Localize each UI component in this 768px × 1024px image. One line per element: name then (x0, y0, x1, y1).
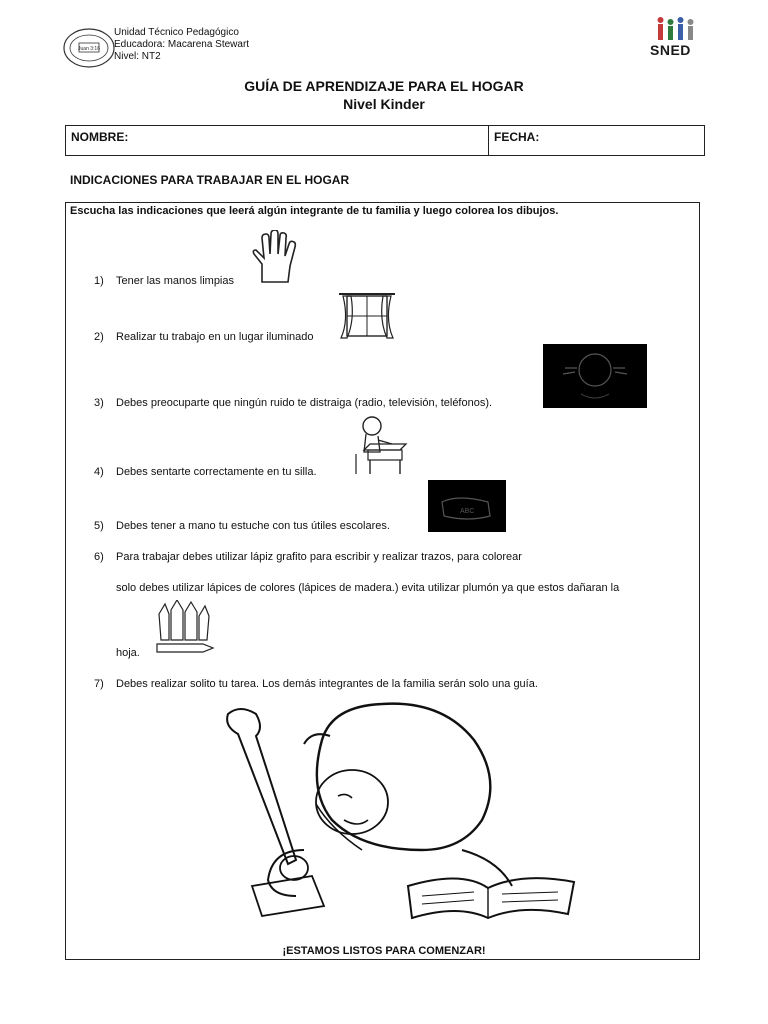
item-number: 4) (94, 466, 104, 478)
name-label: NOMBRE: (71, 130, 129, 144)
header-level: Nivel: NT2 (114, 51, 161, 62)
item-number: 6) (94, 551, 104, 563)
item-text: Debes sentarte correctamente en tu silla. (116, 466, 317, 478)
header-teacher: Educadora: Macarena Stewart (114, 39, 250, 50)
item-number: 7) (94, 678, 104, 690)
child-at-desk-icon (350, 414, 418, 481)
hand-icon (248, 230, 300, 291)
item-text: Tener las manos limpias (116, 275, 234, 287)
boy-writing-icon (212, 700, 578, 937)
name-date-box (65, 125, 705, 156)
item-number: 5) (94, 520, 104, 532)
svg-text:ABC: ABC (460, 508, 475, 515)
colored-pencils-icon (155, 600, 215, 661)
item-6-end: hoja. (116, 647, 140, 659)
school-logo (62, 26, 116, 70)
item-6-continuation: solo debes utilizar lápices de colores (lápices de madera.) evita utilizar plumón ya que estos dañaran la (116, 582, 620, 594)
page-subtitle: Nivel Kinder (343, 96, 425, 112)
sned-text: SNED (650, 42, 691, 58)
item-text: Realizar tu trabajo en un lugar iluminado (116, 331, 314, 343)
instructions-title: INDICACIONES PARA TRABAJAR EN EL HOGAR (70, 173, 350, 187)
closing-message: ¡ESTAMOS LISTOS PARA COMENZAR! (282, 945, 486, 957)
sned-figures-icon (646, 14, 708, 42)
window-icon (337, 290, 397, 347)
svg-text:Juan 3:16: Juan 3:16 (78, 46, 100, 52)
item-text: Debes realizar solito tu tarea. Los demás integrantes de la familia serán solo una guía. (116, 678, 538, 690)
item-text: Debes preocuparte que ningún ruido te distraiga (radio, televisión, teléfonos). (116, 397, 493, 409)
header-unit: Unidad Técnico Pedagógico (114, 27, 239, 38)
item-text: Debes tener a mano tu estuche con tus útiles escolares. (116, 520, 390, 532)
item-number: 2) (94, 331, 104, 343)
noise-child-icon (543, 344, 647, 413)
item-number: 3) (94, 397, 104, 409)
pencil-case-icon (428, 480, 506, 537)
page-title: GUÍA DE APRENDIZAJE PARA EL HOGAR (244, 78, 524, 94)
item-text: Para trabajar debes utilizar lápiz grafito para escribir y realizar trazos, para colorear (116, 551, 522, 563)
item-number: 1) (94, 275, 104, 287)
date-label: FECHA: (494, 130, 540, 144)
sned-logo (646, 14, 708, 70)
instructions-intro: Escucha las indicaciones que leerá algún integrante de tu familia y luego colorea los dibujos. (70, 205, 559, 217)
